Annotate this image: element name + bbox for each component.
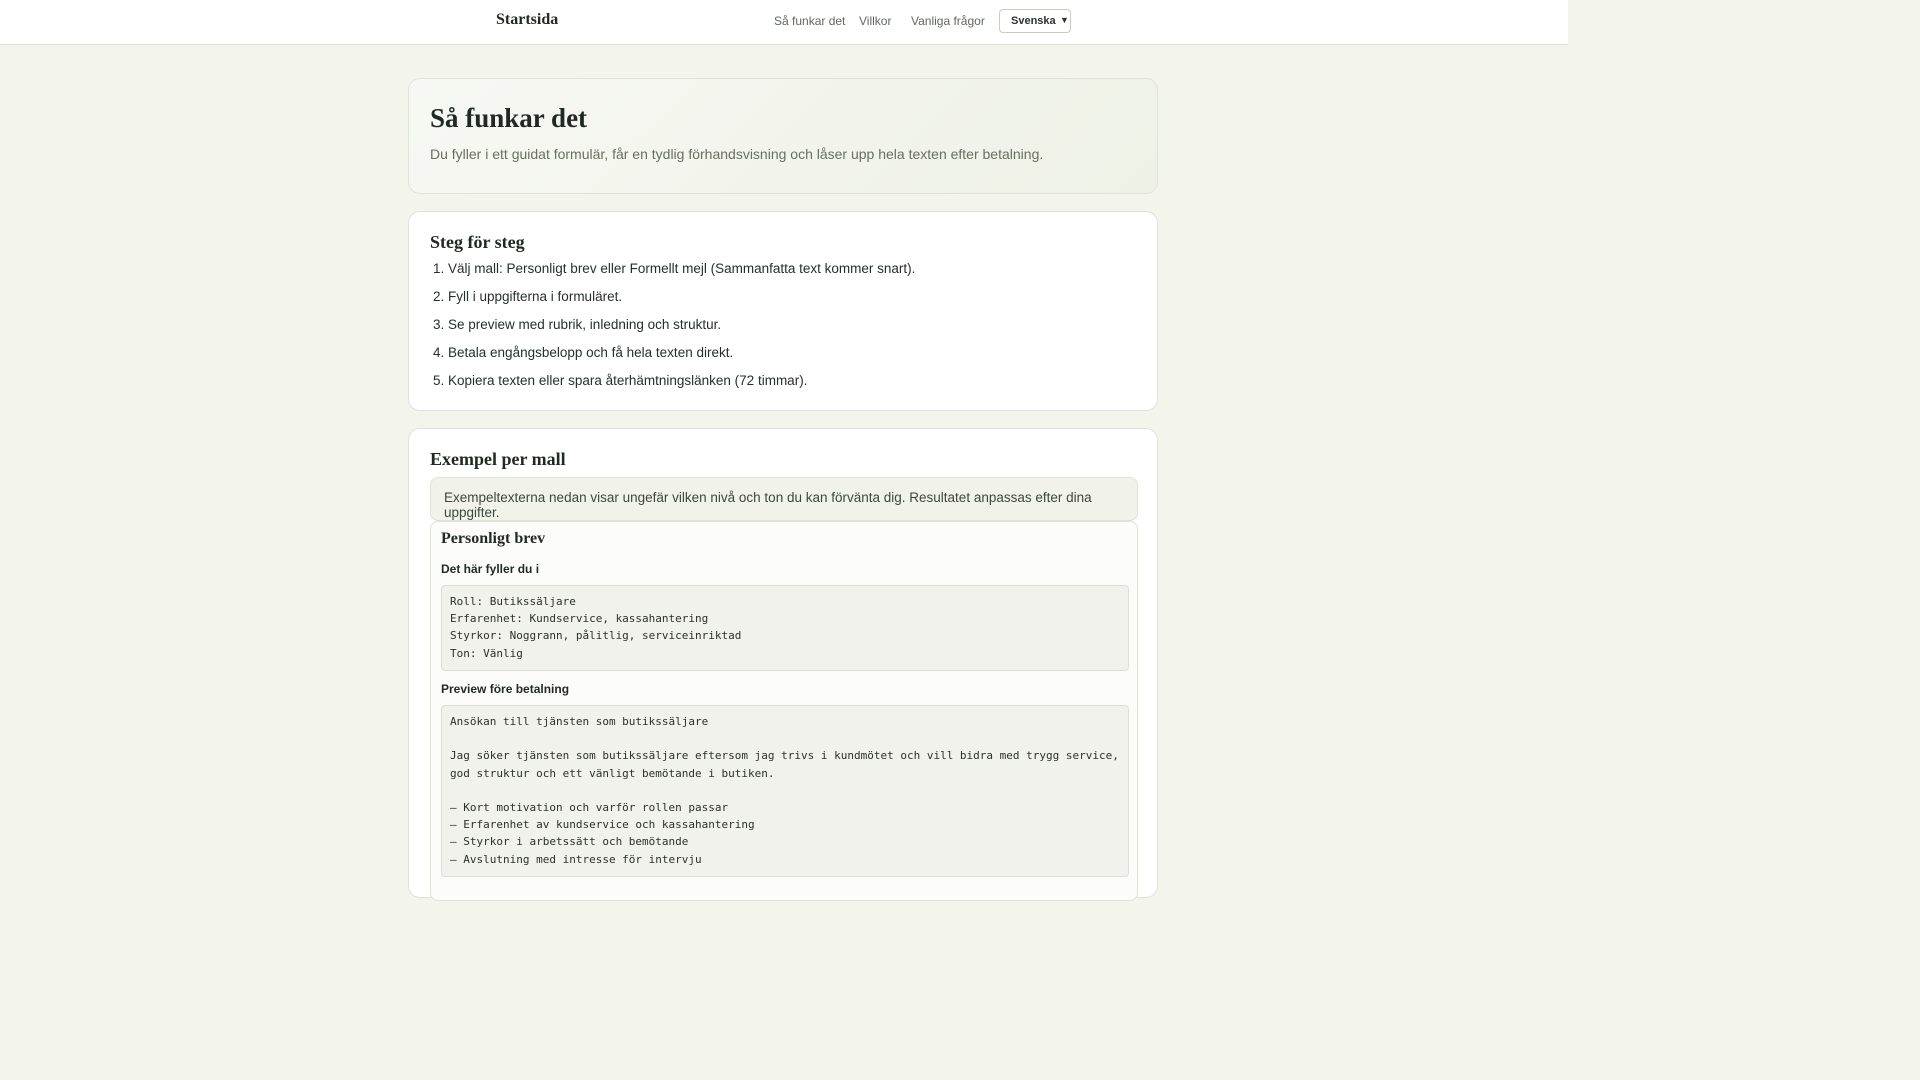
examples-notice-text: Exempeltexterna nedan visar ungefär vilken nivå och ton du kan förvänta dig. Resultatet anpassas efter dina uppgifter.	[444, 490, 1092, 520]
step-item: 2. Fyll i uppgifterna i formuläret.	[433, 289, 623, 304]
step-item: 1. Välj mall: Personligt brev eller Formellt mejl (Sammanfatta text kommer snart).	[433, 261, 916, 276]
steps-card	[408, 211, 1158, 411]
step-item: 3. Se preview med rubrik, inledning och struktur.	[433, 317, 722, 332]
template-example-personal-letter	[430, 521, 1138, 901]
chevron-down-icon: ▼	[1060, 15, 1069, 25]
nav-terms[interactable]: Villkor	[859, 14, 892, 28]
examples-heading: Exempel per mall	[430, 449, 566, 469]
steps-list	[433, 259, 915, 399]
input-label: Det här fyller du i	[441, 562, 540, 576]
preview-label: Preview före betalning	[441, 682, 570, 696]
steps-heading: Steg för steg	[430, 232, 525, 252]
examples-notice	[430, 477, 1138, 521]
preview-example-block: Ansökan till tjänsten som butikssäljare Jag söker tjänsten som butikssäljare eftersom jag trivs i kundmötet och vill bidra med trygg service, god struktur och ett vänligt bemötande i butiken. – Kort motivation och varför rollen passar – Erfarenhet av kundservice och kassahantering – Styrkor i arbetssätt och bemötande – Avslutning med intresse för intervju	[441, 705, 1129, 877]
nav-how-it-works[interactable]: Så funkar det	[774, 14, 846, 28]
hero-card	[408, 78, 1158, 194]
page-title: Så funkar det	[430, 103, 588, 133]
page-subtitle: Du fyller i ett guidat formulär, får en tydlig förhandsvisning och låser upp hela texten efter betalning.	[430, 146, 1044, 162]
examples-card	[408, 428, 1158, 898]
step-item: 4. Betala engångsbelopp och få hela texten direkt.	[433, 345, 734, 360]
nav-faq[interactable]: Vanliga frågor	[911, 14, 985, 28]
brand-home-link[interactable]: Startsida	[496, 11, 559, 28]
step-item: 5. Kopiera texten eller spara återhämtningslänken (72 timmar).	[433, 373, 808, 388]
template-title: Personligt brev	[441, 530, 546, 547]
language-select-value: Svenska	[1011, 15, 1056, 27]
language-select[interactable]	[999, 9, 1071, 33]
top-navigation-bar	[0, 0, 1568, 45]
input-example-block: Roll: Butikssäljare Erfarenhet: Kundservice, kassahantering Styrkor: Noggrann, pålitlig, serviceinriktad Ton: Vänlig	[441, 585, 1129, 671]
